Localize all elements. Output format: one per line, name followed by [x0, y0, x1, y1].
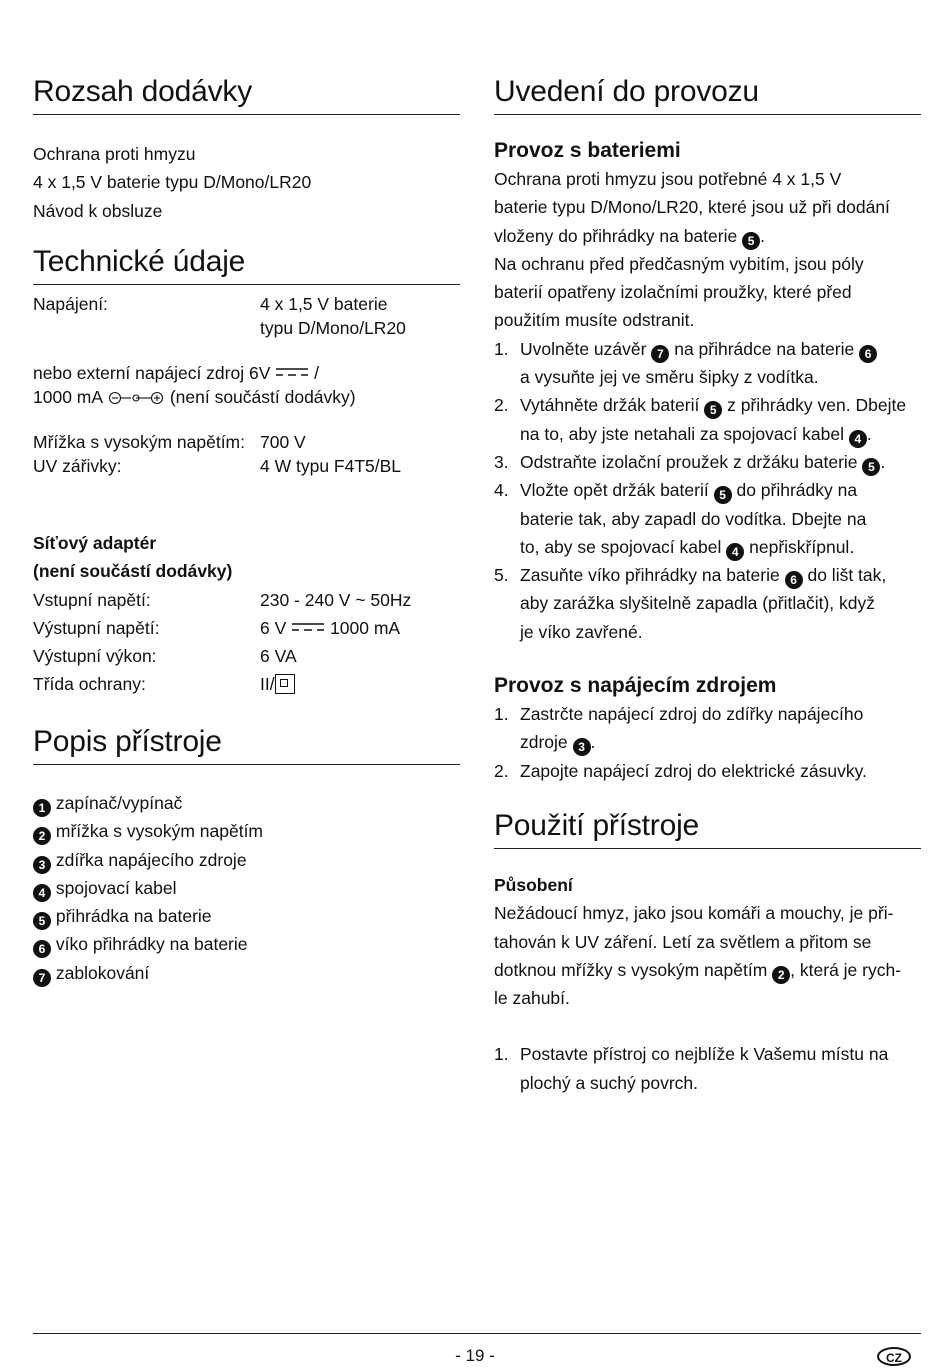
- part-label: zapínač/vypínač: [55, 793, 183, 813]
- tech-value-part: 6 V: [260, 617, 287, 638]
- paragraph-line: [494, 956, 921, 984]
- text-part: na to, aby jste netahali za spojovací kabel: [520, 423, 844, 444]
- text-part: z přihrádky ven. Dbejte: [727, 395, 907, 416]
- paragraph-line: tahován k UV záření. Letí za světlem a přitom se: [494, 931, 872, 952]
- adapter-row: [33, 614, 460, 642]
- heading-description: Popis přístroje: [33, 724, 460, 765]
- heading-power-supply: Provoz s napájecím zdrojem: [494, 674, 777, 698]
- list-item: [33, 846, 460, 874]
- list-item: [33, 902, 460, 930]
- text-part: vloženy do přihrádky na baterie: [494, 225, 738, 246]
- step-item: [494, 391, 921, 448]
- text-part: a vysuňte jej ve směru šipky z vodítka.: [520, 367, 819, 388]
- scope-item: Návod k obsluze: [33, 200, 163, 221]
- list-item: [33, 817, 460, 845]
- list-item: [33, 874, 460, 902]
- text-part: aby zarážka slyšitelně zapadla (přitlačit), když: [520, 593, 876, 614]
- part-label: spojovací kabel: [55, 877, 177, 898]
- text-part: Postavte přístroj co nejblíže k Vašemu místu na: [520, 1044, 889, 1065]
- paragraph-line: použitím musíte odstranit.: [494, 310, 695, 331]
- section-description: [33, 724, 460, 987]
- tech-label: Mřížka s vysokým napětím:: [33, 432, 245, 452]
- step-item: [494, 561, 921, 646]
- tech-label: Napájení:: [33, 294, 108, 314]
- step-item: [494, 335, 921, 392]
- tech-value-part: II/: [260, 674, 275, 695]
- heading-scope: Rozsah dodávky: [33, 74, 460, 115]
- step-text: [520, 561, 886, 646]
- page-number: - 19 -: [455, 1346, 495, 1365]
- dc-symbol-icon: [291, 621, 325, 633]
- protection-class-ii-icon: [275, 674, 295, 694]
- language-badge: CZ: [877, 1347, 911, 1366]
- tech-value: 6 VA: [260, 646, 297, 667]
- tech-text: /: [314, 363, 320, 383]
- step-number: 4.: [494, 480, 509, 501]
- number-badge-icon: 6: [859, 345, 877, 363]
- number-badge-icon: 3: [33, 856, 51, 874]
- step-text: Zastrčte napájecí zdroj do zdířky napájecího zdroje 3 .: [520, 704, 864, 755]
- paragraph-line: baterie typu D/Mono/LR20, které jsou už při dodání: [494, 197, 890, 218]
- tech-value: [260, 293, 406, 340]
- paragraph-line: Nežádoucí hmyz, jako jsou komáři a mouchy, je při-: [494, 903, 894, 924]
- adapter-row: [33, 586, 460, 614]
- tech-value: 230 - 240 V ~ 50Hz: [260, 589, 412, 610]
- step-item: [494, 476, 921, 561]
- text-part: je víko zavřené.: [520, 621, 643, 642]
- tech-label: Výstupní napětí:: [33, 617, 160, 638]
- adapter-block: [33, 529, 460, 699]
- part-label: přihrádka na baterie: [55, 906, 212, 927]
- text-part: do lišt tak,: [807, 565, 887, 586]
- step-text: Zapojte napájecí zdroj do elektrické zásuvky.: [520, 760, 867, 781]
- parts-list: [33, 789, 460, 987]
- step-item: [494, 757, 921, 785]
- step-text: Vytáhněte držák baterií 5 z přihrádky ven. Dbejte na to, aby jste netahali za spojovací kabel 4 .: [520, 395, 907, 446]
- text-part: to, aby se spojovací kabel: [520, 536, 722, 557]
- number-badge-icon: 5: [742, 232, 760, 250]
- number-badge-icon: 5: [704, 401, 722, 419]
- number-badge-icon: 6: [785, 571, 803, 589]
- part-label: víko přihrádky na baterie: [55, 934, 248, 955]
- tech-value: 700 V: [260, 432, 306, 452]
- step-number: 2.: [494, 395, 509, 416]
- step-text: Odstraňte izolační proužek z držáku baterie 5 .: [520, 451, 886, 474]
- section-scope: [33, 74, 460, 225]
- list-item: [33, 959, 460, 987]
- part-label: zdířka napájecího zdroje: [55, 849, 247, 870]
- tech-power-row: [33, 293, 460, 340]
- dc-symbol-icon: [275, 366, 309, 378]
- number-badge-icon: 3: [573, 738, 591, 756]
- step-item: [494, 448, 921, 476]
- text-part: Zasuňte víko přihrádky na baterie: [520, 565, 780, 586]
- list-item: [33, 789, 460, 817]
- paragraph-line: baterií opatřeny izolačními proužky, které před: [494, 282, 852, 303]
- text-part: Vytáhněte držák baterií: [520, 395, 700, 416]
- paragraph-line: vloženy do přihrádky na baterie 5 .: [494, 225, 765, 248]
- heading-batteries: Provoz s bateriemi: [494, 139, 681, 162]
- step-number: 2.: [494, 760, 509, 781]
- text-part: do přihrádky na: [736, 480, 858, 501]
- tech-external: [33, 362, 460, 409]
- polarity-icon: [107, 391, 165, 405]
- scope-item: Ochrana proti hmyzu: [33, 144, 196, 164]
- number-badge-icon: 4: [33, 884, 51, 902]
- number-badge-icon: 5: [714, 486, 732, 504]
- number-badge-icon: 7: [651, 345, 669, 363]
- section-tech: [33, 244, 460, 699]
- step-text: [520, 476, 866, 561]
- text-part: zdroje: [520, 732, 568, 753]
- paragraph-line: Ochrana proti hmyzu jsou potřebné 4 x 1,5 V: [494, 169, 842, 189]
- number-badge-icon: 4: [849, 430, 867, 448]
- tech-value: [260, 670, 295, 698]
- adapter-heading: (není součástí dodávky): [33, 561, 233, 582]
- heading-use: Použití přístroje: [494, 808, 921, 849]
- text-part: Odstraňte izolační proužek z držáku baterie: [520, 451, 858, 472]
- number-badge-icon: 7: [33, 969, 51, 987]
- number-badge-icon: 1: [33, 799, 51, 817]
- section-start: [494, 74, 921, 785]
- text-part: Uvolněte uzávěr: [520, 338, 647, 359]
- step-text: [520, 1040, 888, 1097]
- list-item: [33, 930, 460, 958]
- footer-divider: [33, 1333, 921, 1334]
- text-part: , která je rych-: [790, 959, 902, 980]
- paragraph-line: Na ochranu před předčasným vybitím, jsou póly: [494, 253, 864, 274]
- tech-grid-row: [33, 431, 460, 455]
- text-part: Zastrčte napájecí zdroj do zdířky napájecího: [520, 704, 864, 725]
- step-number: 1.: [494, 704, 509, 725]
- text-part: baterie tak, aby zapadl do vodítka. Dbejte na: [520, 508, 867, 529]
- tech-text: 1000 mA: [33, 386, 103, 407]
- number-badge-icon: 2: [33, 827, 51, 845]
- tech-uv-row: [33, 455, 460, 479]
- heading-start: Uvedení do provozu: [494, 74, 921, 115]
- section-use: [494, 808, 921, 1097]
- part-label: zablokování: [55, 962, 150, 983]
- number-badge-icon: 2: [772, 966, 790, 984]
- adapter-row: [33, 642, 460, 670]
- paragraph-line: le zahubí.: [494, 988, 570, 1009]
- number-badge-icon: 6: [33, 940, 51, 958]
- step-item: [494, 700, 921, 757]
- tech-value-line: typu D/Mono/LR20: [260, 317, 406, 338]
- tech-label: UV zářivky:: [33, 455, 122, 476]
- step-number: 1.: [494, 338, 509, 359]
- text-part: na přihrádce na baterie: [674, 338, 855, 359]
- tech-text: (není součástí dodávky): [169, 386, 356, 407]
- text-part: dotknou mřížky s vysokým napětím: [494, 959, 768, 980]
- step-text: [520, 335, 877, 392]
- subheading-effect: Působení: [494, 875, 573, 895]
- number-badge-icon: 5: [33, 912, 51, 930]
- tech-value: 4 W typu F4T5/BL: [260, 455, 402, 476]
- number-badge-icon: 4: [726, 543, 744, 561]
- step-item: [494, 1040, 921, 1097]
- tech-label: Výstupní výkon:: [33, 646, 157, 667]
- text-part: plochý a suchý povrch.: [520, 1072, 699, 1093]
- heading-tech: Technické údaje: [33, 244, 460, 285]
- number-badge-icon: 5: [862, 458, 880, 476]
- text-part: Vložte opět držák baterií: [520, 480, 709, 501]
- step-number: 1.: [494, 1044, 509, 1065]
- tech-label: Vstupní napětí:: [33, 589, 151, 610]
- step-number: 5.: [494, 565, 509, 586]
- tech-label: Třída ochrany:: [33, 674, 146, 695]
- tech-value-part: 1000 mA: [330, 617, 401, 638]
- adapter-row: [33, 670, 460, 698]
- step-number: 3.: [494, 451, 509, 472]
- adapter-heading: Síťový adaptér: [33, 533, 157, 553]
- tech-text: nebo externí napájecí zdroj 6V: [33, 363, 271, 383]
- part-label: mřížka s vysokým napětím: [55, 821, 264, 842]
- text-part: nepřiskřípnul.: [749, 536, 855, 557]
- scope-item: 4 x 1,5 V baterie typu D/Mono/LR20: [33, 172, 312, 193]
- tech-value: [260, 614, 400, 642]
- tech-value-line: 4 x 1,5 V baterie: [260, 294, 388, 314]
